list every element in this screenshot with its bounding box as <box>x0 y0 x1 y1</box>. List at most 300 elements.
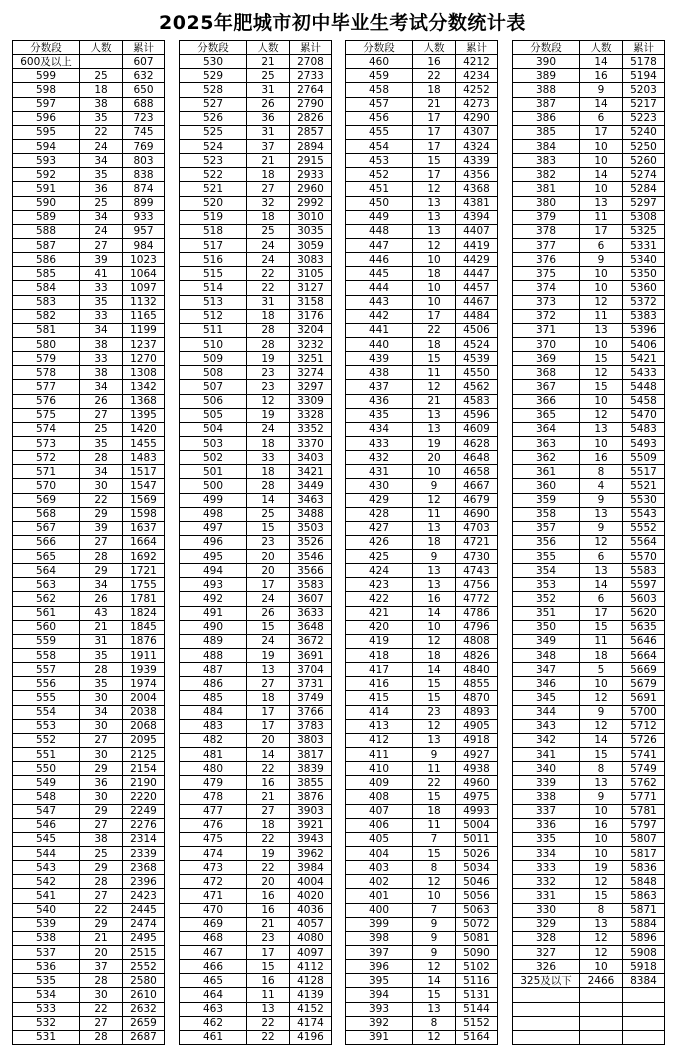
cumulative-cell: 4212 <box>456 55 498 69</box>
cumulative-cell: 2396 <box>123 875 165 889</box>
score-range-cell: 496 <box>180 535 247 549</box>
count-cell: 9 <box>413 550 456 564</box>
table-row <box>13 733 165 747</box>
count-cell: 14 <box>413 974 456 988</box>
cumulative-cell: 2915 <box>290 154 332 168</box>
score-range-cell: 402 <box>346 875 413 889</box>
cumulative-cell: 5034 <box>456 861 498 875</box>
cumulative-cell <box>623 1016 665 1030</box>
count-cell: 13 <box>247 663 290 677</box>
count-cell: 15 <box>247 521 290 535</box>
cumulative-cell: 838 <box>123 168 165 182</box>
count-cell: 12 <box>413 493 456 507</box>
cumulative-cell: 3566 <box>290 564 332 578</box>
count-cell: 16 <box>247 974 290 988</box>
score-range-cell: 495 <box>180 550 247 564</box>
cumulative-cell: 4506 <box>456 323 498 337</box>
table-row <box>13 309 165 323</box>
cumulative-cell: 5340 <box>623 253 665 267</box>
table-row <box>13 436 165 450</box>
table-row <box>346 620 498 634</box>
cumulative-cell: 957 <box>123 224 165 238</box>
table-row <box>346 917 498 931</box>
table-row <box>346 790 498 804</box>
cumulative-cell: 5807 <box>623 832 665 846</box>
count-cell: 10 <box>580 394 623 408</box>
cumulative-cell: 5762 <box>623 776 665 790</box>
table-row <box>346 861 498 875</box>
cumulative-cell: 2368 <box>123 861 165 875</box>
score-range-cell: 415 <box>346 691 413 705</box>
cumulative-cell: 4855 <box>456 677 498 691</box>
table-row <box>180 380 332 394</box>
score-range-cell: 424 <box>346 564 413 578</box>
cumulative-cell: 5552 <box>623 521 665 535</box>
score-range-cell: 387 <box>513 97 580 111</box>
table-row <box>13 691 165 705</box>
table-row <box>513 719 665 733</box>
count-cell: 13 <box>413 422 456 436</box>
cumulative-cell: 1368 <box>123 394 165 408</box>
score-range-cell: 516 <box>180 253 247 267</box>
count-cell: 25 <box>80 69 123 83</box>
cumulative-cell: 4252 <box>456 83 498 97</box>
cumulative-cell: 4743 <box>456 564 498 578</box>
count-cell <box>580 1016 623 1030</box>
cumulative-cell: 4152 <box>290 1002 332 1016</box>
count-cell <box>580 1002 623 1016</box>
table-row <box>13 776 165 790</box>
table-row <box>180 790 332 804</box>
count-cell: 18 <box>413 535 456 549</box>
table-row <box>13 210 165 224</box>
score-range-cell: 535 <box>13 974 80 988</box>
score-range-cell: 553 <box>13 719 80 733</box>
count-cell: 17 <box>413 139 456 153</box>
table-row <box>513 125 665 139</box>
score-range-cell: 458 <box>346 83 413 97</box>
count-cell: 26 <box>247 606 290 620</box>
cumulative-cell: 5144 <box>456 1002 498 1016</box>
header-score-range: 分数段 <box>513 41 580 55</box>
cumulative-cell: 933 <box>123 210 165 224</box>
cumulative-cell: 4648 <box>456 451 498 465</box>
count-cell: 29 <box>80 564 123 578</box>
table-row <box>180 733 332 747</box>
count-cell: 15 <box>580 620 623 634</box>
table-row <box>346 436 498 450</box>
cumulative-cell: 4447 <box>456 267 498 281</box>
cumulative-cell: 4690 <box>456 507 498 521</box>
table-row <box>180 295 332 309</box>
table-row <box>346 946 498 960</box>
cumulative-cell: 5669 <box>623 663 665 677</box>
count-cell: 35 <box>80 677 123 691</box>
table-row <box>513 309 665 323</box>
score-range-cell: 466 <box>180 960 247 974</box>
count-cell: 38 <box>80 832 123 846</box>
cumulative-cell: 4596 <box>456 408 498 422</box>
cumulative-cell: 8384 <box>623 974 665 988</box>
count-cell: 27 <box>80 535 123 549</box>
score-range-cell: 356 <box>513 535 580 549</box>
table-row <box>513 564 665 578</box>
table-row <box>13 719 165 733</box>
count-cell: 28 <box>80 550 123 564</box>
table-row <box>513 238 665 252</box>
table-row <box>13 182 165 196</box>
count-cell: 7 <box>413 903 456 917</box>
table-row <box>180 451 332 465</box>
score-range-cell: 487 <box>180 663 247 677</box>
count-cell: 15 <box>413 154 456 168</box>
count-cell: 25 <box>247 69 290 83</box>
count-cell: 18 <box>413 804 456 818</box>
score-range-cell: 550 <box>13 762 80 776</box>
table-row <box>13 154 165 168</box>
score-range-cell: 501 <box>180 465 247 479</box>
table-row <box>513 521 665 535</box>
score-range-cell: 363 <box>513 436 580 450</box>
cumulative-cell: 4020 <box>290 889 332 903</box>
cumulative-cell: 4786 <box>456 606 498 620</box>
cumulative-cell: 2004 <box>123 691 165 705</box>
table-row <box>13 267 165 281</box>
table-row <box>13 1002 165 1016</box>
table-row <box>513 1030 665 1044</box>
score-range-cell: 567 <box>13 521 80 535</box>
table-row <box>13 804 165 818</box>
table-row <box>513 1016 665 1030</box>
count-cell: 20 <box>247 875 290 889</box>
cumulative-cell: 5848 <box>623 875 665 889</box>
count-cell: 9 <box>580 521 623 535</box>
cumulative-cell: 5250 <box>623 139 665 153</box>
table-row <box>513 931 665 945</box>
cumulative-cell: 3309 <box>290 394 332 408</box>
count-cell: 34 <box>80 323 123 337</box>
score-range-cell: 410 <box>346 762 413 776</box>
score-range-cell: 467 <box>180 946 247 960</box>
score-range-cell: 503 <box>180 436 247 450</box>
cumulative-cell: 3158 <box>290 295 332 309</box>
table-row <box>513 182 665 196</box>
count-cell: 27 <box>247 677 290 691</box>
table-row <box>346 309 498 323</box>
cumulative-cell: 4196 <box>290 1030 332 1044</box>
table-row <box>13 705 165 719</box>
table-row <box>13 224 165 238</box>
table-row <box>180 818 332 832</box>
count-cell: 11 <box>413 366 456 380</box>
header-cumulative: 累计 <box>456 41 498 55</box>
score-range-cell: 380 <box>513 196 580 210</box>
cumulative-cell: 4756 <box>456 578 498 592</box>
score-range-cell: 386 <box>513 111 580 125</box>
count-cell: 13 <box>413 408 456 422</box>
page-title: 2025年肥城市初中毕业生考试分数统计表 <box>159 12 526 34</box>
score-range-cell: 429 <box>346 493 413 507</box>
score-range-cell: 404 <box>346 847 413 861</box>
score-range-cell: 343 <box>513 719 580 733</box>
table-row <box>513 988 665 1002</box>
cumulative-cell: 5433 <box>623 366 665 380</box>
table-row <box>13 790 165 804</box>
count-cell: 12 <box>413 875 456 889</box>
count-cell: 17 <box>247 719 290 733</box>
count-cell: 25 <box>80 422 123 436</box>
table-row <box>180 55 332 69</box>
score-range-cell: 485 <box>180 691 247 705</box>
table-row <box>513 83 665 97</box>
table-row <box>180 267 332 281</box>
count-cell: 35 <box>80 436 123 450</box>
cumulative-cell: 5896 <box>623 931 665 945</box>
count-cell: 26 <box>80 394 123 408</box>
score-range-cell: 355 <box>513 550 580 564</box>
count-cell: 13 <box>413 564 456 578</box>
score-range-cell: 396 <box>346 960 413 974</box>
score-range-cell: 347 <box>513 663 580 677</box>
score-range-cell: 506 <box>180 394 247 408</box>
cumulative-cell: 3010 <box>290 210 332 224</box>
table-row <box>513 69 665 83</box>
score-range-cell: 600及以上 <box>13 55 80 69</box>
count-cell: 16 <box>580 69 623 83</box>
count-cell: 30 <box>80 748 123 762</box>
score-range-cell: 594 <box>13 139 80 153</box>
cumulative-cell: 4918 <box>456 733 498 747</box>
score-range-cell: 425 <box>346 550 413 564</box>
cumulative-cell: 2249 <box>123 804 165 818</box>
score-range-cell: 525 <box>180 125 247 139</box>
cumulative-cell: 5509 <box>623 451 665 465</box>
count-cell: 14 <box>247 748 290 762</box>
cumulative-cell: 5297 <box>623 196 665 210</box>
count-cell: 32 <box>247 196 290 210</box>
score-range-cell: 469 <box>180 917 247 931</box>
count-cell: 27 <box>247 182 290 196</box>
table-row <box>180 139 332 153</box>
table-row <box>346 154 498 168</box>
table-row <box>13 861 165 875</box>
cumulative-cell: 5223 <box>623 111 665 125</box>
table-row <box>513 974 665 988</box>
table-row <box>346 267 498 281</box>
count-cell: 21 <box>247 790 290 804</box>
table-row <box>180 705 332 719</box>
table-row <box>180 691 332 705</box>
count-cell: 13 <box>580 776 623 790</box>
score-range-cell: 349 <box>513 634 580 648</box>
table-row <box>180 323 332 337</box>
count-cell: 22 <box>247 1030 290 1044</box>
table-row <box>346 196 498 210</box>
score-range-cell: 394 <box>346 988 413 1002</box>
score-range-cell: 539 <box>13 917 80 931</box>
table-row <box>180 210 332 224</box>
score-range-cell: 484 <box>180 705 247 719</box>
score-range-cell: 328 <box>513 931 580 945</box>
count-cell: 6 <box>580 238 623 252</box>
cumulative-cell: 1308 <box>123 366 165 380</box>
table-row <box>13 139 165 153</box>
cumulative-cell: 4893 <box>456 705 498 719</box>
table-row <box>13 931 165 945</box>
cumulative-cell: 1420 <box>123 422 165 436</box>
count-cell: 39 <box>80 521 123 535</box>
count-cell: 28 <box>247 323 290 337</box>
score-range-cell <box>513 1016 580 1030</box>
count-cell: 12 <box>413 380 456 394</box>
count-cell: 19 <box>247 352 290 366</box>
table-row <box>180 719 332 733</box>
table-row <box>180 493 332 507</box>
table-row <box>180 663 332 677</box>
score-range-cell: 533 <box>13 1002 80 1016</box>
count-cell: 16 <box>580 818 623 832</box>
score-range-cell: 413 <box>346 719 413 733</box>
cumulative-cell: 5521 <box>623 479 665 493</box>
table-row <box>346 903 498 917</box>
cumulative-cell: 3204 <box>290 323 332 337</box>
count-cell: 28 <box>247 337 290 351</box>
cumulative-cell: 5448 <box>623 380 665 394</box>
count-cell: 9 <box>580 253 623 267</box>
count-cell: 18 <box>247 309 290 323</box>
count-cell: 9 <box>413 479 456 493</box>
score-range-cell: 591 <box>13 182 80 196</box>
table-row <box>513 55 665 69</box>
table-row <box>13 677 165 691</box>
score-range-cell: 489 <box>180 634 247 648</box>
count-cell: 16 <box>247 903 290 917</box>
table-row <box>513 946 665 960</box>
table-row <box>346 564 498 578</box>
count-cell: 22 <box>247 1016 290 1030</box>
cumulative-cell: 1824 <box>123 606 165 620</box>
count-cell: 38 <box>80 97 123 111</box>
score-range-cell: 430 <box>346 479 413 493</box>
cumulative-cell: 4993 <box>456 804 498 818</box>
table-row <box>513 97 665 111</box>
cumulative-cell: 5240 <box>623 125 665 139</box>
header-cumulative: 累计 <box>623 41 665 55</box>
count-cell: 12 <box>413 238 456 252</box>
score-range-cell: 547 <box>13 804 80 818</box>
cumulative-cell: 5284 <box>623 182 665 196</box>
cumulative-cell: 5056 <box>456 889 498 903</box>
table-row <box>13 903 165 917</box>
count-cell: 10 <box>580 139 623 153</box>
count-cell: 22 <box>413 69 456 83</box>
cumulative-cell: 3127 <box>290 281 332 295</box>
cumulative-cell: 5260 <box>623 154 665 168</box>
count-cell: 33 <box>247 451 290 465</box>
table-row <box>513 762 665 776</box>
cumulative-cell: 2515 <box>123 946 165 960</box>
score-range-cell: 465 <box>180 974 247 988</box>
count-cell: 15 <box>247 620 290 634</box>
cumulative-cell: 5700 <box>623 705 665 719</box>
cumulative-cell: 4826 <box>456 649 498 663</box>
count-cell: 20 <box>413 451 456 465</box>
header-row <box>13 41 165 55</box>
score-range-cell: 582 <box>13 309 80 323</box>
count-cell: 20 <box>247 564 290 578</box>
count-cell: 13 <box>413 210 456 224</box>
score-range-cell: 593 <box>13 154 80 168</box>
score-range-cell: 381 <box>513 182 580 196</box>
table-row <box>346 366 498 380</box>
table-row <box>180 847 332 861</box>
table-row <box>513 394 665 408</box>
table-row <box>180 521 332 535</box>
score-range-cell: 405 <box>346 832 413 846</box>
count-cell: 10 <box>413 281 456 295</box>
table-row <box>13 564 165 578</box>
count-cell: 11 <box>580 634 623 648</box>
score-range-cell: 541 <box>13 889 80 903</box>
score-range-cell: 573 <box>13 436 80 450</box>
table-row <box>180 168 332 182</box>
score-range-cell: 332 <box>513 875 580 889</box>
score-range-cell: 373 <box>513 295 580 309</box>
table-row <box>180 592 332 606</box>
cumulative-cell: 3328 <box>290 408 332 422</box>
cumulative-cell: 3984 <box>290 861 332 875</box>
score-range-cell: 570 <box>13 479 80 493</box>
count-cell: 23 <box>247 366 290 380</box>
count-cell: 12 <box>580 931 623 945</box>
cumulative-cell: 5817 <box>623 847 665 861</box>
score-range-cell: 354 <box>513 564 580 578</box>
score-range-cell: 471 <box>180 889 247 903</box>
table-row <box>180 479 332 493</box>
count-cell: 12 <box>580 408 623 422</box>
score-range-cell: 400 <box>346 903 413 917</box>
cumulative-cell: 2445 <box>123 903 165 917</box>
cumulative-cell: 5360 <box>623 281 665 295</box>
cumulative-cell: 2659 <box>123 1016 165 1030</box>
count-cell <box>80 55 123 69</box>
table-row <box>513 154 665 168</box>
cumulative-cell: 4562 <box>456 380 498 394</box>
table-row <box>13 380 165 394</box>
table-row <box>13 281 165 295</box>
table-row <box>13 535 165 549</box>
count-cell: 9 <box>580 493 623 507</box>
cumulative-cell: 2894 <box>290 139 332 153</box>
score-range-cell: 462 <box>180 1016 247 1030</box>
table-row <box>180 111 332 125</box>
score-range-cell: 448 <box>346 224 413 238</box>
score-range-cell: 544 <box>13 847 80 861</box>
table-row <box>346 139 498 153</box>
cumulative-cell: 4174 <box>290 1016 332 1030</box>
cumulative-cell: 2580 <box>123 974 165 988</box>
score-range-cell: 552 <box>13 733 80 747</box>
count-cell: 30 <box>80 988 123 1002</box>
score-range-cell: 556 <box>13 677 80 691</box>
cumulative-cell: 2220 <box>123 790 165 804</box>
score-table-column-4 <box>512 40 665 1045</box>
score-range-cell: 442 <box>346 309 413 323</box>
cumulative-cell: 5836 <box>623 861 665 875</box>
score-range-cell: 365 <box>513 408 580 422</box>
score-range-cell: 393 <box>346 1002 413 1016</box>
cumulative-cell: 769 <box>123 139 165 153</box>
